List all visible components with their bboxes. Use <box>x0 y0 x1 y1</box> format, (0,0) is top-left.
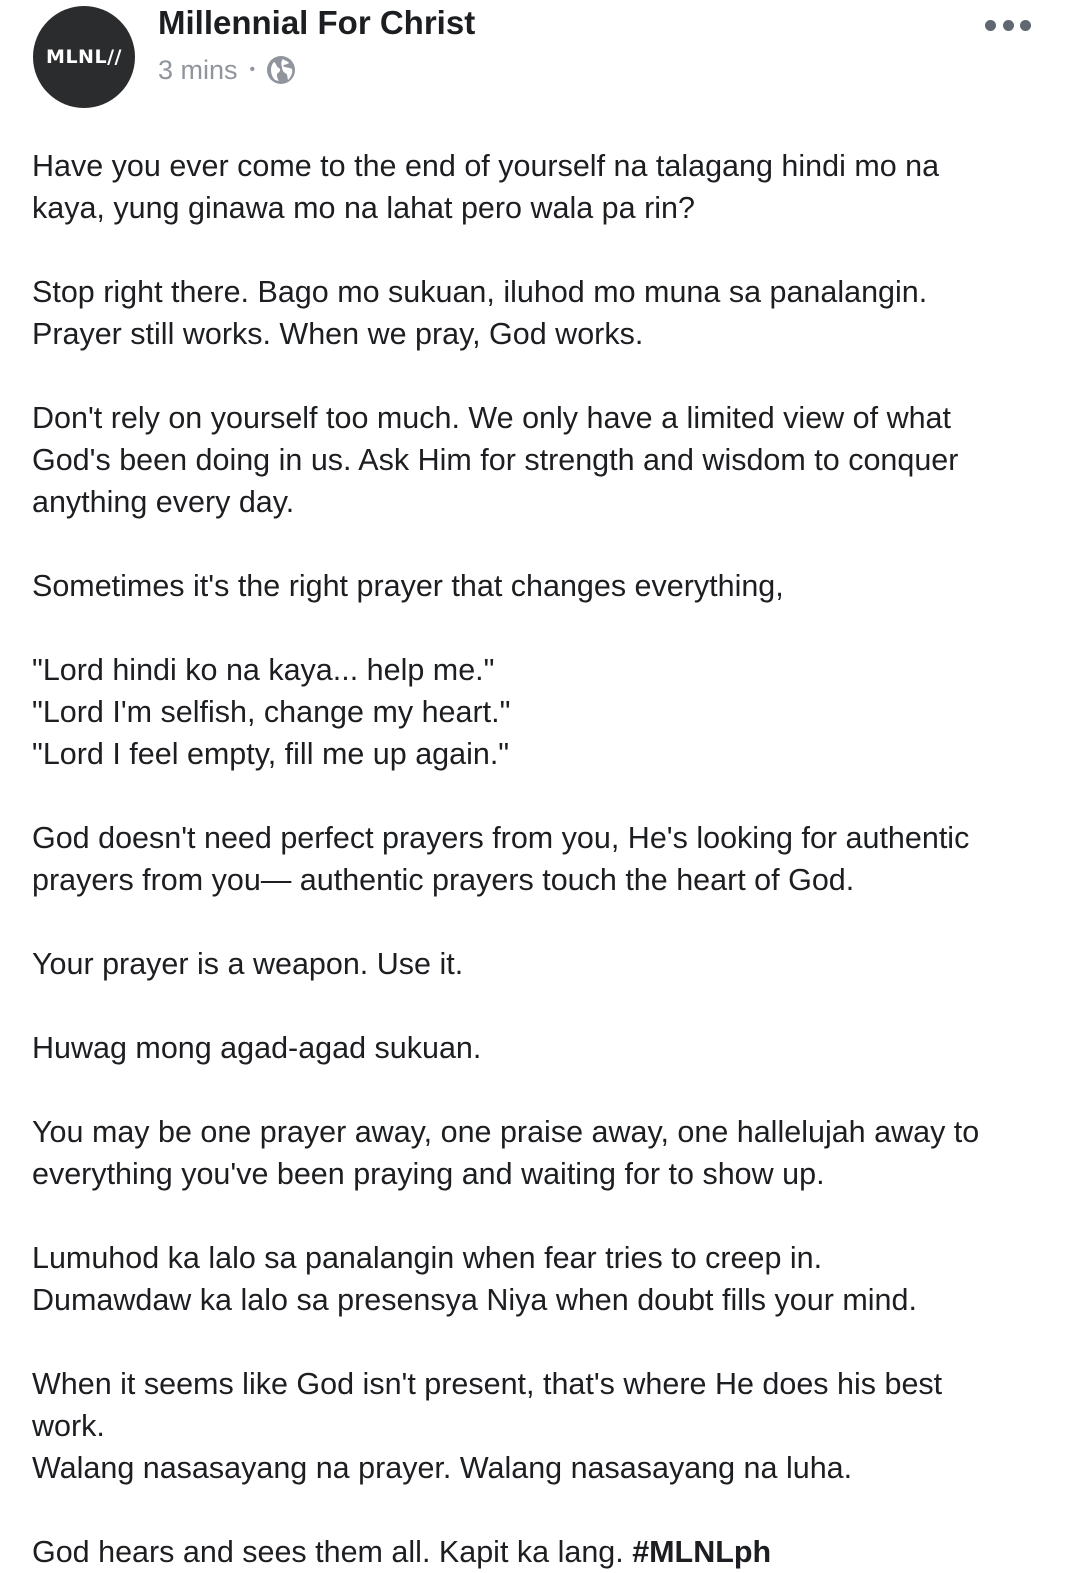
post-paragraph <box>32 397 1052 523</box>
post-line: Lumuhod ka lalo sa panalangin when fear tries to creep in. <box>32 1241 823 1275</box>
post-line: work. <box>32 1409 105 1443</box>
post-line: "Lord hindi ko na kaya... help me." <box>32 653 495 687</box>
post-line: Dumawdaw ka lalo sa presensya Niya when doubt fills your mind. <box>32 1283 917 1317</box>
more-dot <box>1003 20 1014 31</box>
post-line: God doesn't need perfect prayers from you, He's looking for authentic <box>32 821 970 855</box>
closing-paragraph <box>32 1531 1052 1573</box>
post-paragraph <box>32 817 1052 901</box>
page-name[interactable]: Millennial For Christ <box>158 4 476 41</box>
post-paragraph <box>32 565 1052 607</box>
post-paragraph <box>32 1237 1052 1321</box>
post-paragraph <box>32 1111 1052 1195</box>
post-line: Don't rely on yourself too much. We only have a limited view of what <box>32 401 951 435</box>
page-avatar[interactable] <box>33 6 135 108</box>
closing-text: God hears and sees them all. Kapit ka lang. <box>32 1535 633 1569</box>
post-line: prayers from you— authentic prayers touch the heart of God. <box>32 863 855 897</box>
post-line: "Lord I'm selfish, change my heart." <box>32 695 511 729</box>
post-paragraph <box>32 271 1052 355</box>
post-paragraph <box>32 1363 1052 1489</box>
more-dot <box>1020 20 1031 31</box>
post-timestamp[interactable]: 3 mins <box>158 54 238 85</box>
post-line: Stop right there. Bago mo sukuan, iluhod mo muna sa panalangin. <box>32 275 928 309</box>
post-paragraph <box>32 943 1052 985</box>
post-line: everything you've been praying and waiting for to show up. <box>32 1157 825 1191</box>
post-paragraph <box>32 1027 1052 1069</box>
globe-icon[interactable] <box>265 54 297 86</box>
post-line: Huwag mong agad-agad sukuan. <box>32 1031 482 1065</box>
post-meta <box>158 52 297 88</box>
post-line: Sometimes it's the right prayer that changes everything, <box>32 569 784 603</box>
post-line: When it seems like God isn't present, that's where He does his best <box>32 1367 943 1401</box>
post-line: You may be one prayer away, one praise away, one hallelujah away to <box>32 1115 980 1149</box>
post-line: kaya, yung ginawa mo na lahat pero wala pa rin? <box>32 191 695 225</box>
post-paragraph <box>32 145 1052 229</box>
post-body <box>32 145 1052 1573</box>
avatar-logo-text: MLNL// <box>46 46 122 68</box>
meta-separator: • <box>249 61 256 78</box>
hashtag-link[interactable]: #MLNLph <box>632 1535 772 1569</box>
post-line: "Lord I feel empty, fill me up again." <box>32 737 510 771</box>
post-line: Have you ever come to the end of yourself na talagang hindi mo na <box>32 149 940 183</box>
post-paragraph <box>32 649 1052 775</box>
more-options-icon[interactable] <box>985 14 1031 36</box>
post-line: Walang nasasayang na prayer. Walang nasasayang na luha. <box>32 1451 853 1485</box>
more-dot <box>985 20 996 31</box>
post-line: anything every day. <box>32 485 295 519</box>
post-line: God's been doing in us. Ask Him for strength and wisdom to conquer <box>32 443 959 477</box>
post-line: Prayer still works. When we pray, God works. <box>32 317 644 351</box>
post-line: Your prayer is a weapon. Use it. <box>32 947 464 981</box>
